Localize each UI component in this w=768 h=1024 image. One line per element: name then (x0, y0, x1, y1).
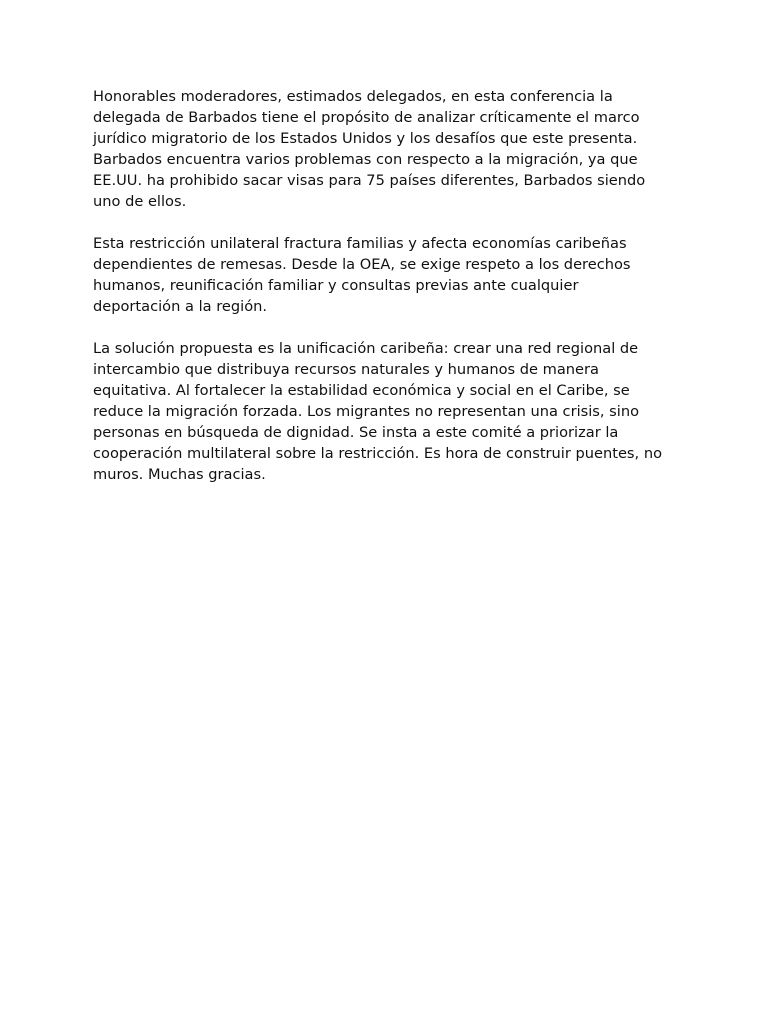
document-body (93, 86, 683, 506)
paragraph-3: La solución propuesta es la unificación caribeña: crear una red regional de intercambio que distribuya recursos naturales y humanos de manera equitativa. Al fortalecer la estabilidad económica y social en el Caribe, se reduce la migración forzada. Los migrantes no representan una crisis, sino personas en búsqueda de dignidad. Se insta a este comité a priorizar la cooperación multilateral sobre la restricción. Es hora de construir puentes, no muros. Muchas gracias. (93, 340, 662, 483)
paragraph-1: Honorables moderadores, estimados delegados, en esta conferencia la delegada de Barbados tiene el propósito de analizar críticamente el marco jurídico migratorio de los Estados Unidos y los desafíos que este presenta. Barbados encuentra varios problemas con respecto a la migración, ya que EE.UU. ha prohibido sacar visas para 75 países diferentes, Barbados siendo uno de ellos. (93, 88, 646, 210)
paragraph-2: Esta restricción unilateral fractura familias y afecta economías caribeñas dependientes de remesas. Desde la OEA, se exige respeto a los derechos humanos, reunificación familiar y consultas previas ante cualquier deportación a la región. (93, 235, 631, 315)
